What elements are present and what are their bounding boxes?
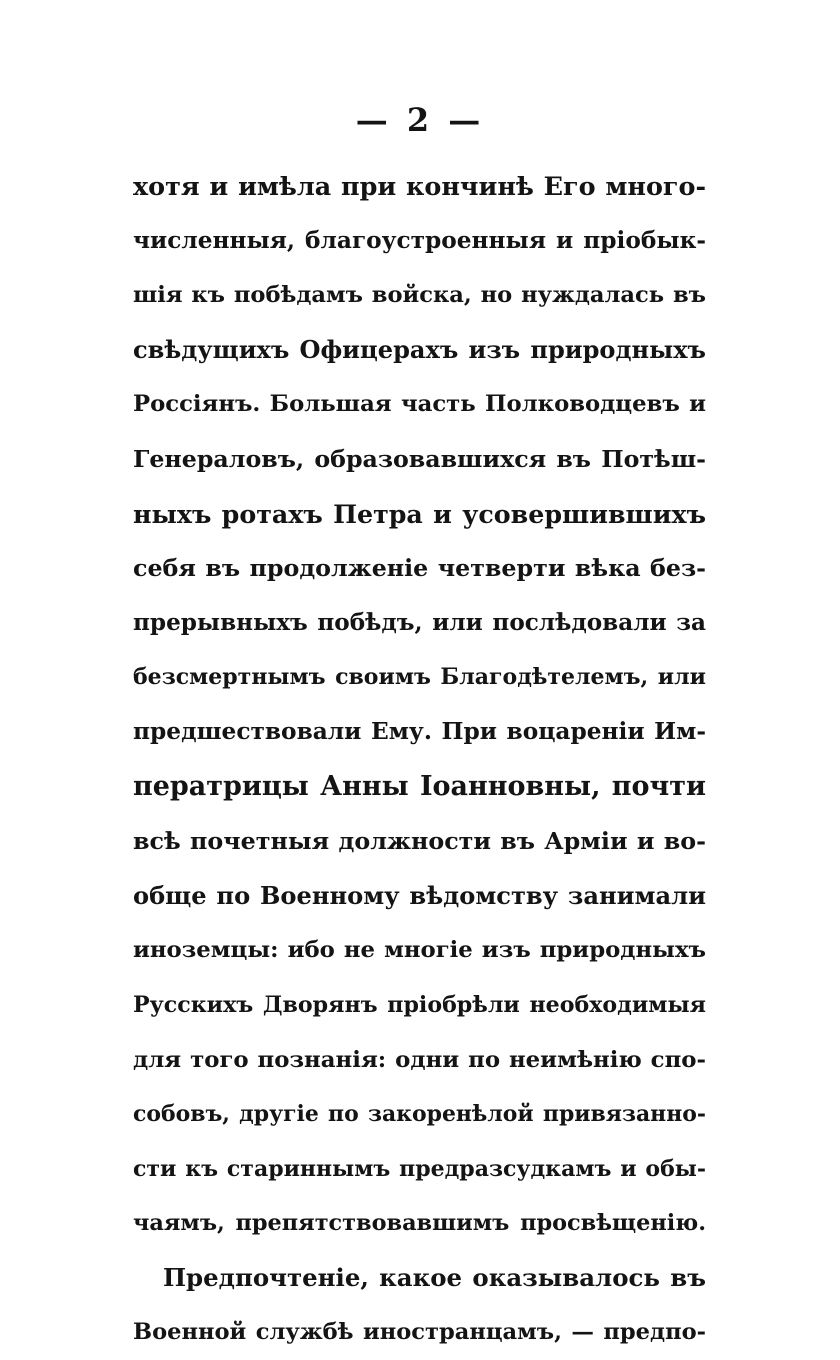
text-line: свѣдущихъ Офицерахъ изъ природныхъ: [133, 334, 706, 364]
text-line: хотя и имѣла при кончинѣ Его много-: [133, 171, 706, 201]
text-line: ныхъ ротахъ Петра и усовершившихъ: [133, 498, 706, 529]
text-line: предшествовали Ему. При воцареніи Им-: [133, 717, 706, 745]
text-line: сти къ стариннымъ предразсудкамъ и обы-: [133, 1155, 706, 1182]
text-line: чаямъ, препятствовавшимъ просвѣщенію.: [133, 1210, 706, 1237]
text-line: Русскихъ Дворянъ пріобрѣли необходимыя: [133, 991, 706, 1018]
paragraph-first-line: Предпочтеніе, какое оказывалось въ: [163, 1262, 706, 1292]
text-line: прерывныхъ побѣдъ, или послѣдовали за: [133, 608, 706, 636]
text-line: себя въ продолженіе четверти вѣка без-: [133, 554, 706, 583]
page-number: — 2 —: [355, 101, 485, 139]
text-line: Военной службѣ иностранцамъ, — предпо-: [133, 1319, 706, 1346]
text-line: шія къ побѣдамъ войска, но нуждалась въ: [133, 282, 706, 309]
body-text: [133, 159, 706, 1360]
text-line: обще по Военному вѣдомству занимали: [133, 880, 706, 910]
text-line: численныя, благоустроенныя и пріобык-: [133, 226, 706, 254]
text-line: всѣ почетныя должности въ Арміи и во-: [133, 827, 706, 856]
text-line: Генераловъ, образовавшихся въ Потѣш-: [133, 444, 706, 473]
text-line: ператрицы Анны Іоанновны, почти: [133, 770, 706, 802]
text-line: иноземцы: ибо не многіе изъ природныхъ: [133, 937, 706, 964]
text-line: Россіянъ. Большая часть Полководцевъ и: [133, 391, 706, 418]
text-line: для того познанія: одни по неимѣнію спо-: [133, 1046, 706, 1073]
text-line: собовъ, другіе по закоренѣлой привязанно-: [133, 1101, 706, 1128]
text-line: безсмертнымъ своимъ Благодѣтелемъ, или: [133, 664, 706, 691]
